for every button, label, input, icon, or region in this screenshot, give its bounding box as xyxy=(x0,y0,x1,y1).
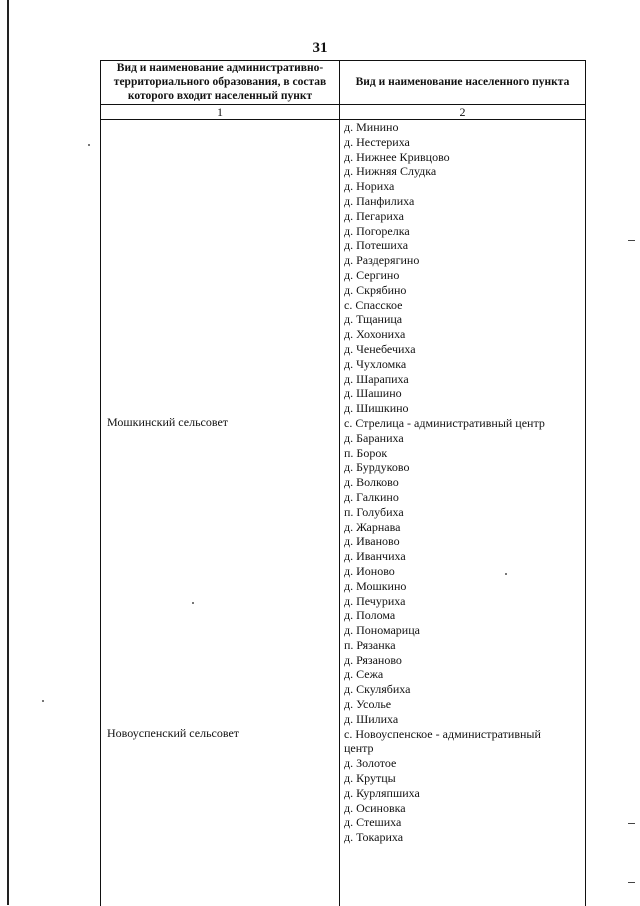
settlement-item: д. Золотое xyxy=(344,756,397,771)
settlement-item: д. Сергино xyxy=(344,267,400,282)
settlement-item: д. Пономарица xyxy=(344,623,420,638)
settlement-item: д. Ионово xyxy=(344,563,395,578)
scan-speck xyxy=(42,700,44,702)
settlement-item: д. Стешиха xyxy=(344,815,402,830)
settlement-item: д. Шишкино xyxy=(344,401,409,416)
column-header-2: Вид и наименование населенного пункта xyxy=(355,76,570,88)
settlement-item: д. Нестериха xyxy=(344,134,410,149)
settlement-item: д. Сежа xyxy=(344,667,384,682)
column-header-1: Вид и наименование административно-территориального образования, в состав которого входит населенный пункт xyxy=(113,62,327,102)
settlement-item: д. Пегариха xyxy=(344,208,404,223)
settlement-item: д. Осиновка xyxy=(344,800,406,815)
settlement-item: д. Скулябиха xyxy=(344,682,411,697)
settlement-item: д. Чухломка xyxy=(344,356,407,371)
settlement-item: д. Галкино xyxy=(344,489,399,504)
settlement-item: д. Усолье xyxy=(344,697,392,712)
column-number-1: 1 xyxy=(217,105,223,119)
settlement-item: д. Печуриха xyxy=(344,593,406,608)
settlement-item: д. Потешиха xyxy=(344,238,409,253)
settlement-item: д. Хохониха xyxy=(344,327,406,342)
settlement-item: п. Голубиха xyxy=(344,504,404,519)
settlement-item: с. Стрелица - административный центр xyxy=(344,415,545,430)
settlement-item: с. Новоуспенское - административный xyxy=(344,726,541,741)
settlement-item: д. Ченебечиха xyxy=(344,341,416,356)
margin-mark xyxy=(628,882,635,883)
settlement-item: д. Раздерягино xyxy=(344,253,420,268)
settlement-item: д. Крутцы xyxy=(344,771,396,786)
settlements-table xyxy=(100,60,586,906)
district-novouspensky: Новоуспенский сельсовет xyxy=(107,726,240,740)
settlement-item: д. Минино xyxy=(344,120,399,134)
settlement-item: д. Полома xyxy=(344,608,396,623)
settlement-list xyxy=(344,120,584,845)
settlement-item: д. Жарнава xyxy=(344,519,401,534)
margin-mark xyxy=(628,240,635,241)
settlement-item: д. Тщаница xyxy=(344,312,403,327)
settlement-item: п. Рязанка xyxy=(344,637,396,652)
page-left-border xyxy=(7,0,9,905)
district-moshkinsky: Мошкинский сельсовет xyxy=(107,415,229,429)
settlement-item: д. Шарапиха xyxy=(344,371,409,386)
scan-speck xyxy=(88,144,90,146)
settlement-item: центр xyxy=(344,741,374,756)
settlement-item: д. Нижнее Кривцово xyxy=(344,149,450,164)
settlement-item: д. Бараниха xyxy=(344,430,404,445)
settlement-item: д. Нориха xyxy=(344,179,395,194)
settlement-item: д. Иванчиха xyxy=(344,549,406,564)
settlement-item: д. Иваново xyxy=(344,534,400,549)
page-number: 31 xyxy=(312,40,328,56)
settlement-item: д. Панфилиха xyxy=(344,193,415,208)
settlement-item: с. Спасское xyxy=(344,297,403,312)
settlement-item: д. Нижняя Слудка xyxy=(344,164,437,179)
settlement-item: д. Рязаново xyxy=(344,652,402,667)
settlement-item: д. Бурдуково xyxy=(344,460,410,475)
column-divider xyxy=(339,60,340,906)
settlement-item: д. Токариха xyxy=(344,830,404,845)
column-number-2: 2 xyxy=(459,105,466,119)
settlement-item: д. Волково xyxy=(344,475,399,490)
settlement-item: п. Борок xyxy=(344,445,388,460)
settlement-item: д. Шашино xyxy=(344,386,402,401)
settlement-item: д. Скрябино xyxy=(344,282,407,297)
settlement-item: д. Мошкино xyxy=(344,578,407,593)
settlement-item: д. Шилиха xyxy=(344,711,399,726)
margin-mark xyxy=(628,823,635,824)
settlement-item: д. Курляпшиха xyxy=(344,785,420,800)
settlement-item: д. Погорелка xyxy=(344,223,410,238)
